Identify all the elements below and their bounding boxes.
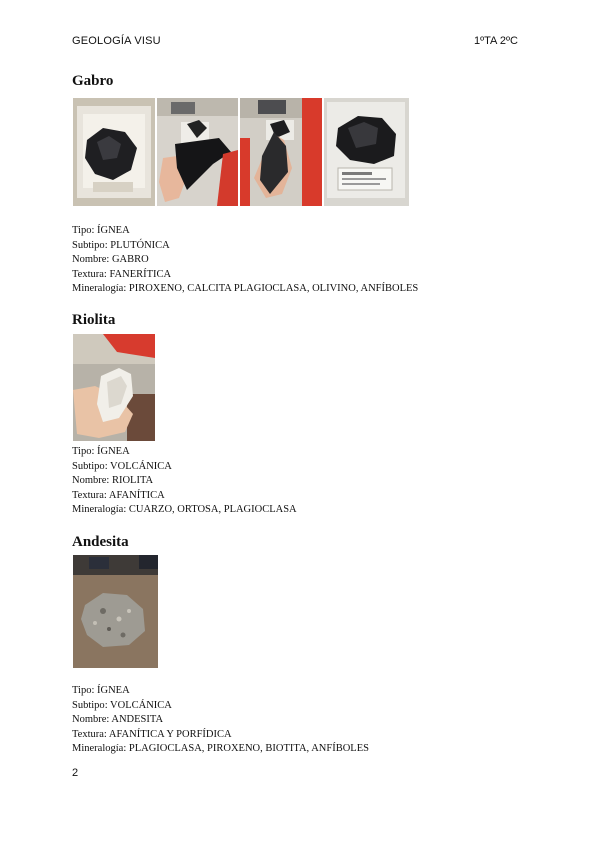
- field-mineralogia: [72, 742, 369, 757]
- header-subject: GEOLOGÍA VISU: [72, 35, 161, 47]
- field-value: : GABRO: [106, 254, 149, 266]
- field-label: Textura: [72, 489, 104, 501]
- field-label: Subtipo: [72, 460, 105, 472]
- andesita-info: [72, 684, 369, 757]
- field-label: Tipo: [72, 446, 92, 457]
- field-mineralogia: [72, 282, 418, 297]
- field-label: Tipo: [72, 685, 92, 696]
- field-label: Mineralogía: [72, 743, 124, 755]
- field-nombre: [72, 474, 297, 489]
- field-value: : CUARZO, ORTOSA, PLAGIOCLASA: [123, 504, 297, 516]
- field-label: Subtipo: [72, 239, 105, 251]
- gabro-photo-4: [324, 98, 409, 206]
- header-class: 1ºTA 2ºC: [474, 35, 518, 47]
- field-value: : AFANÍTICA Y PORFÍDICA: [103, 728, 232, 740]
- field-value: : PLUTÓNICA: [104, 239, 170, 251]
- field-value: : ÍGNEA: [91, 225, 130, 236]
- field-tipo: [72, 445, 297, 460]
- section-title-gabro: Gabro: [72, 73, 114, 89]
- field-value: : RIOLITA: [106, 475, 154, 487]
- field-nombre: [72, 253, 418, 268]
- field-mineralogia: [72, 503, 297, 518]
- field-label: Mineralogía: [72, 283, 124, 295]
- field-textura: [72, 489, 297, 504]
- section-title-riolita: Riolita: [72, 312, 116, 328]
- gabro-photo-1: [73, 98, 155, 206]
- field-subtipo: [72, 699, 369, 714]
- field-textura: [72, 268, 418, 283]
- field-value: : PIROXENO, CALCITA PLAGIOCLASA, OLIVINO, ANFÍBOLES: [123, 283, 419, 295]
- field-tipo: [72, 684, 369, 699]
- field-value: : ÍGNEA: [91, 685, 130, 696]
- field-label: Nombre: [72, 254, 107, 266]
- field-value: : FANERÍTICA: [103, 268, 172, 280]
- field-label: Subtipo: [72, 699, 105, 711]
- field-label: Textura: [72, 268, 104, 280]
- andesita-photo: [73, 555, 158, 668]
- gabro-photo-2: [157, 98, 238, 206]
- field-label: Nombre: [72, 475, 107, 487]
- riolita-info: [72, 445, 297, 518]
- section-title-andesita: Andesita: [72, 534, 129, 550]
- field-label: Textura: [72, 728, 104, 740]
- field-subtipo: [72, 460, 297, 475]
- field-value: : VOLCÁNICA: [104, 460, 172, 472]
- page-number: 2: [72, 767, 79, 779]
- gabro-info: [72, 224, 418, 297]
- field-value: : ANDESITA: [106, 714, 164, 726]
- field-value: : ÍGNEA: [91, 446, 130, 457]
- field-value: : VOLCÁNICA: [104, 699, 172, 711]
- gabro-photo-3: [240, 98, 322, 206]
- field-textura: [72, 728, 369, 743]
- field-nombre: [72, 713, 369, 728]
- field-label: Mineralogía: [72, 504, 124, 516]
- field-label: Nombre: [72, 714, 107, 726]
- field-tipo: [72, 224, 418, 239]
- field-subtipo: [72, 239, 418, 254]
- field-value: : PLAGIOCLASA, PIROXENO, BIOTITA, ANFÍBOLES: [123, 743, 369, 755]
- field-value: : AFANÍTICA: [103, 489, 165, 501]
- riolita-photo: [73, 334, 155, 441]
- field-label: Tipo: [72, 225, 92, 236]
